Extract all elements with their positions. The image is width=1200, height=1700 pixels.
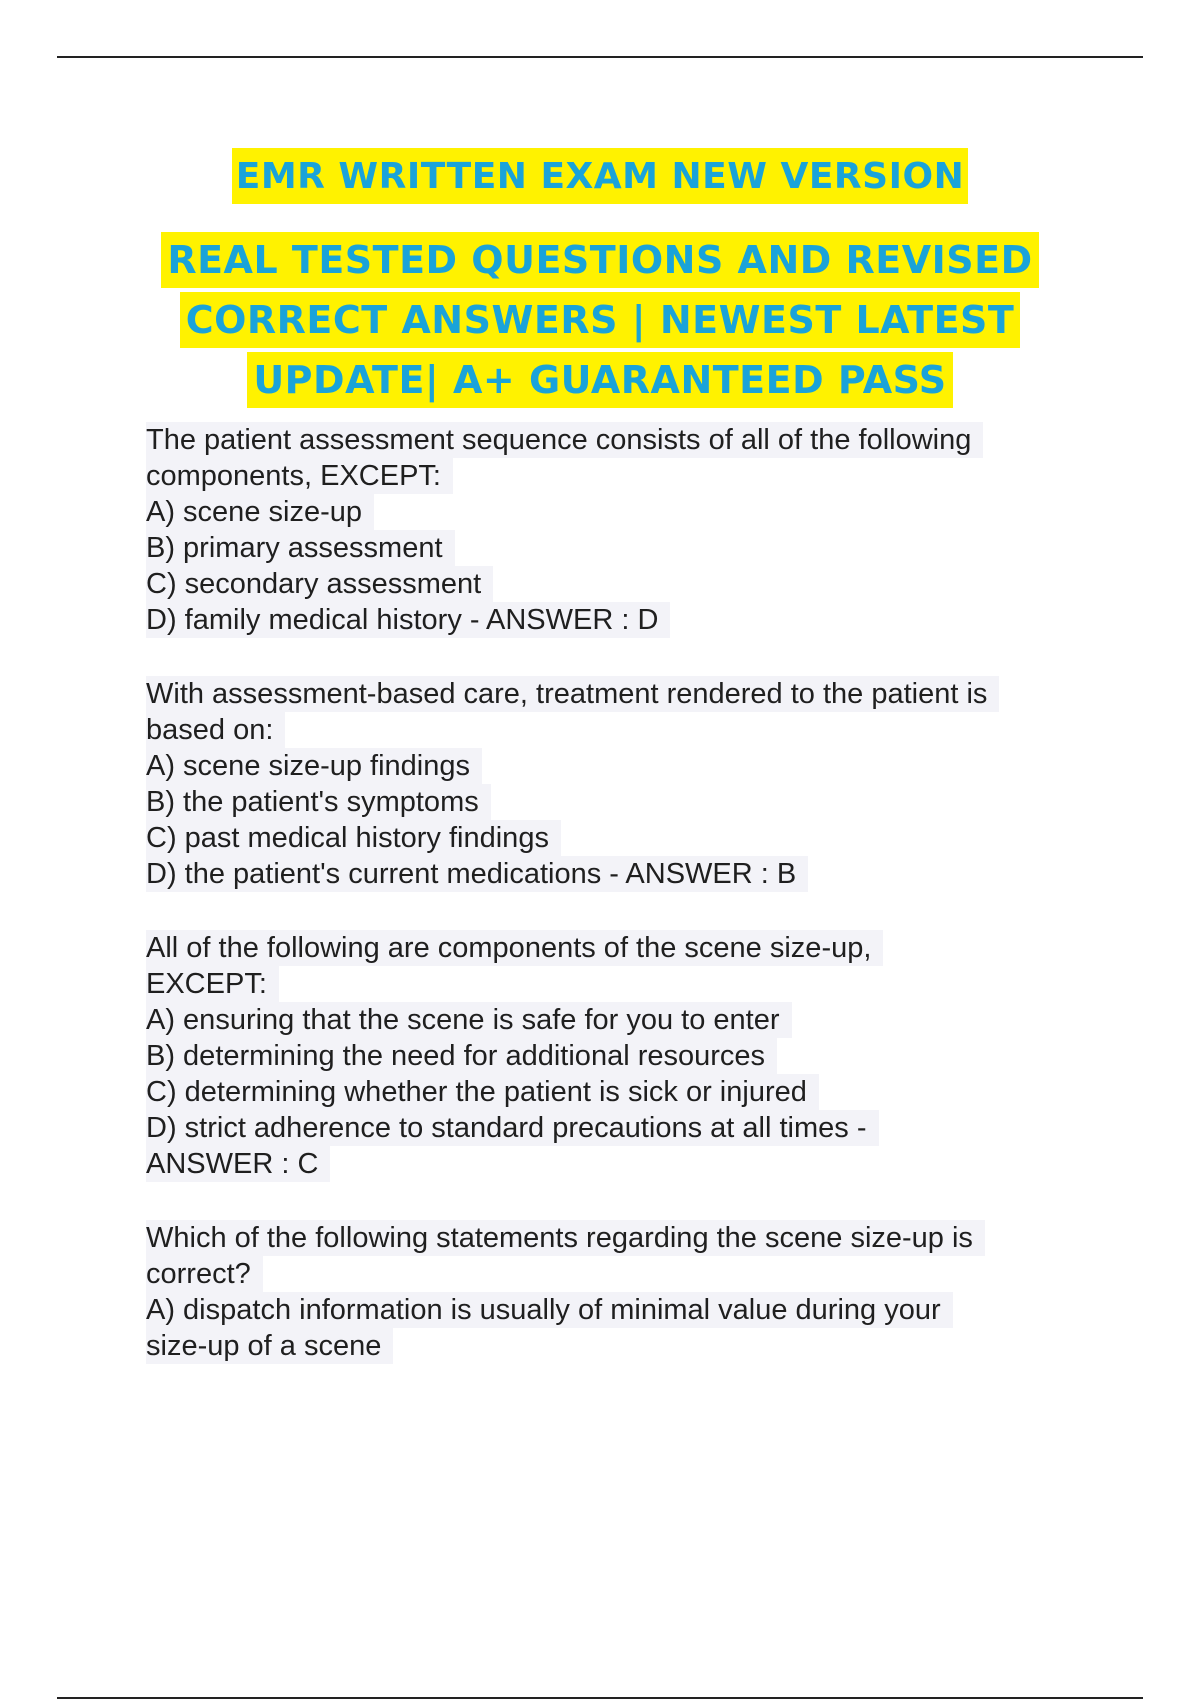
answer-option: A) ensuring that the scene is safe for you to enter xyxy=(146,1002,792,1038)
question-line: The patient assessment sequence consists of all of the following xyxy=(146,422,983,458)
question-line: Which of the following statements regarding the scene size-up is xyxy=(146,1220,985,1256)
answer-option: C) past medical history findings xyxy=(146,820,561,856)
question-item xyxy=(146,676,1096,892)
document-title: EMR WRITTEN EXAM NEW VERSION xyxy=(232,148,968,204)
bottom-rule xyxy=(57,1697,1143,1699)
document-subtitle xyxy=(0,230,1200,410)
answer-option: D) strict adherence to standard precautions at all times - xyxy=(146,1110,879,1146)
question-line: components, EXCEPT: xyxy=(146,458,453,494)
answer-option: A) scene size-up findings xyxy=(146,748,482,784)
answer-option: B) determining the need for additional resources xyxy=(146,1038,777,1074)
question-item xyxy=(146,930,1096,1182)
answer-option: A) dispatch information is usually of minimal value during your xyxy=(146,1292,953,1328)
question-line: based on: xyxy=(146,712,285,748)
question-line: EXCEPT: xyxy=(146,966,279,1002)
question-item xyxy=(146,422,1096,638)
answer-key: ANSWER : C xyxy=(146,1146,330,1182)
answer-option: B) the patient's symptoms xyxy=(146,784,491,820)
answer-option: C) secondary assessment xyxy=(146,566,493,602)
answer-option: B) primary assessment xyxy=(146,530,455,566)
questions-list xyxy=(146,422,1096,1402)
question-item xyxy=(146,1220,1096,1364)
answer-option: size-up of a scene xyxy=(146,1328,393,1364)
answer-option: D) the patient's current medications - ANSWER : B xyxy=(146,856,808,892)
answer-option: D) family medical history - ANSWER : D xyxy=(146,602,670,638)
document-title-block xyxy=(0,148,1200,410)
question-line: All of the following are components of the scene size-up, xyxy=(146,930,883,966)
subtitle-line: REAL TESTED QUESTIONS AND REVISED xyxy=(161,232,1038,288)
answer-option: A) scene size-up xyxy=(146,494,374,530)
subtitle-line: UPDATE| A+ GUARANTEED PASS xyxy=(247,352,952,408)
answer-option: C) determining whether the patient is sick or injured xyxy=(146,1074,819,1110)
top-rule xyxy=(57,56,1143,58)
subtitle-line: CORRECT ANSWERS | NEWEST LATEST xyxy=(180,292,1021,348)
question-line: With assessment-based care, treatment rendered to the patient is xyxy=(146,676,999,712)
question-line: correct? xyxy=(146,1256,263,1292)
